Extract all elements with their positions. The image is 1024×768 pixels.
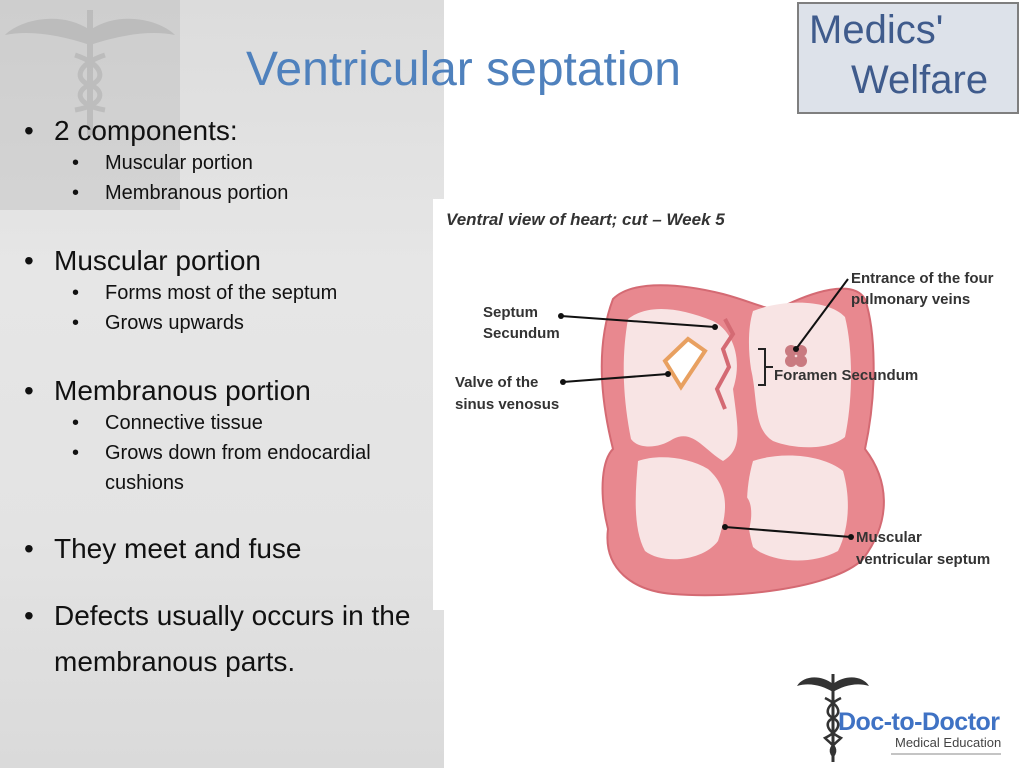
label-valve-2: sinus venosus (455, 396, 560, 413)
right-ventricle-chamber (636, 457, 725, 559)
sub-bullet-item: • Membranous portion (24, 178, 434, 208)
label-pulmonary-2: pulmonary veins (851, 291, 971, 308)
doc-to-doctor-subtitle: Medical Education (895, 735, 1002, 750)
logo-line-1 (809, 8, 943, 53)
heart-illustration (433, 199, 1024, 610)
pulmonary-vein-entrance (795, 355, 807, 367)
label-pulmonary-1: Entrance of the four (851, 270, 994, 287)
diagram-caption: Ventral view of heart; cut – Week 5 (446, 210, 725, 229)
bullet-item: • Membranous portion (24, 374, 434, 408)
pointer-dot (558, 313, 564, 319)
pointer-dot (793, 346, 799, 352)
logo-line-2 (851, 58, 988, 103)
pointer-dot (722, 524, 728, 530)
sub-bullet-item: • Grows upwards (24, 308, 434, 338)
bullet-item: • Defects usually occurs in the membranous parts. (24, 593, 434, 685)
label-septum-2: Secundum (483, 325, 560, 342)
sub-bullet-item: • Grows down from endocardial cushions (24, 438, 434, 498)
logo-line-2-text: Welfare (851, 58, 989, 102)
label-valve-1: Valve of the (455, 374, 539, 391)
sub-bullet-item: • Connective tissue (24, 408, 434, 438)
pointer-dot (560, 379, 566, 385)
pointer-dot (665, 371, 671, 377)
left-ventricle-chamber (747, 456, 848, 561)
bullet-item: • 2 components: (24, 114, 434, 148)
bullet-list (24, 114, 434, 685)
pointer-dot (712, 324, 718, 330)
doc-to-doctor-name: Doc-to-Doctor (838, 708, 1000, 736)
sub-bullet-item: • Forms most of the septum (24, 278, 434, 308)
label-muscular-2: ventricular septum (856, 551, 991, 568)
slide-title: Ventricular septation (246, 43, 681, 96)
medics-welfare-logo (797, 2, 1019, 114)
label-foramen: Foramen Secundum (774, 367, 919, 384)
pointer-dot (848, 534, 854, 540)
heart-diagram (433, 199, 1024, 610)
bullet-item: • Muscular portion (24, 244, 434, 278)
bullet-item: • They meet and fuse (24, 532, 434, 566)
sub-bullet-item: • Muscular portion (24, 148, 434, 178)
label-muscular-1: Muscular (856, 529, 922, 546)
label-septum-1: Septum (483, 304, 539, 321)
logo-line-1-text: Medics' (809, 8, 944, 52)
